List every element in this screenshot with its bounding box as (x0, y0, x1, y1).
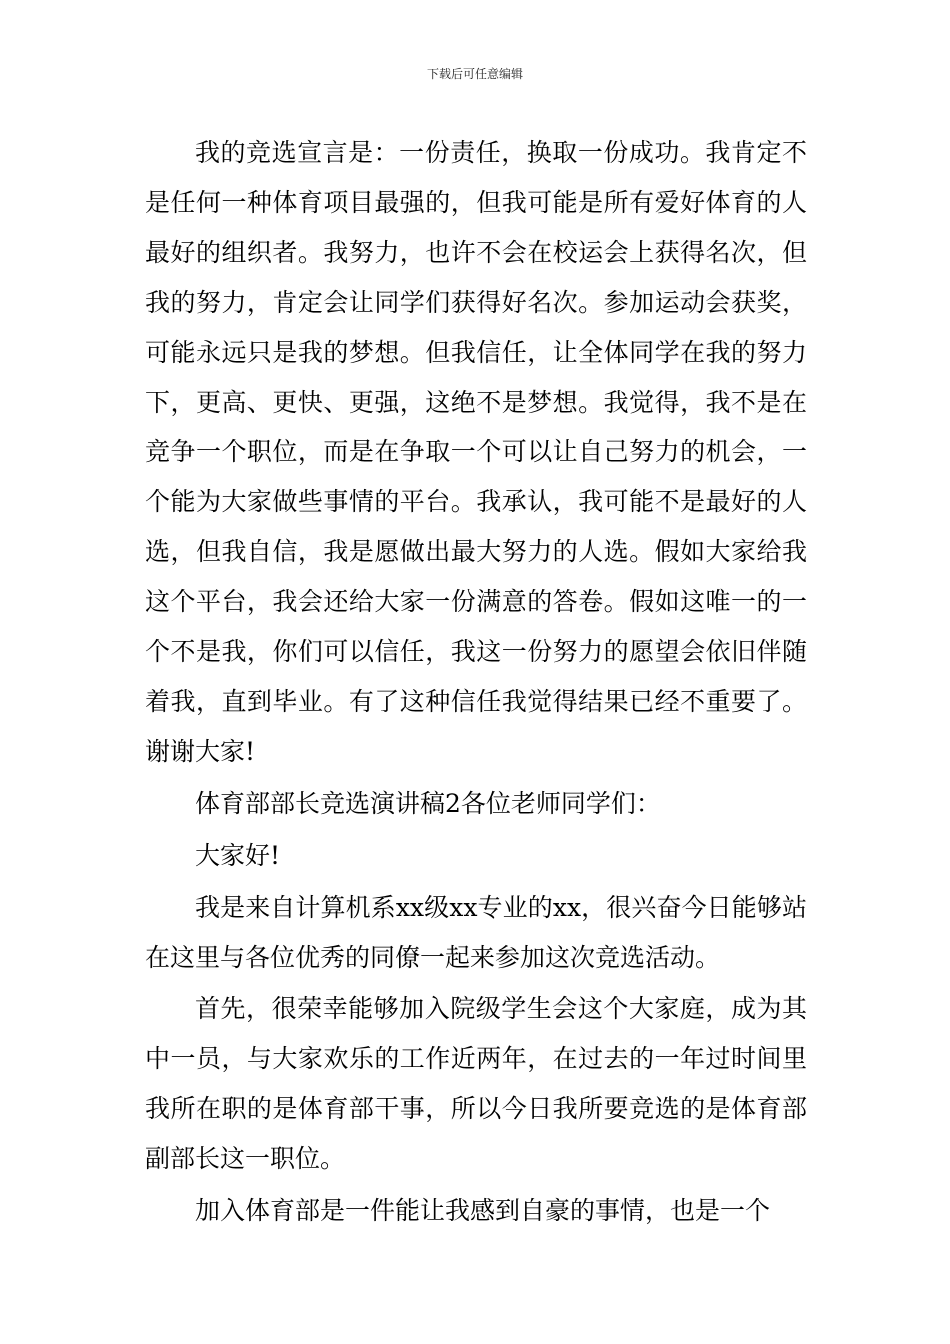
paragraph-greeting: 大家好! (195, 840, 281, 870)
paragraph-continuation: 加入体育部是一件能让我感到自豪的事情，也是一个 (195, 1196, 771, 1226)
paragraph-background: 首先，很荣幸能够加入院级学生会这个大家庭，成为其中一员，与大家欢乐的工作近两年，在过去的一年过时间里我所在职的是体育部干事，所以今日我所要竞选的是体育部副部长这一职位。 (145, 994, 807, 1174)
document-body (145, 128, 807, 1238)
paragraph-speech-title: 体育部部长竞选演讲稿2各位老师同学们： (195, 788, 661, 818)
paragraph-campaign-declaration: 我的竞选宣言是：一份责任，换取一份成功。我肯定不是任何一种体育项目最强的，但我可能是所有爱好体育的人最好的组织者。我努力，也许不会在校运会上获得名次，但我的努力，肯定会让同学们获得好名次。参加运动会获奖，可能永远只是我的梦想。但我信任，让全体同学在我的努力下，更高、更快、更强，这绝不是梦想。我觉得，我不是在竞争一个职位，而是在争取一个可以让自己努力的机会，一个能为大家做些事情的平台。我承认，我可能不是最好的人选，但我自信，我是愿做出最大努力的人选。假如大家给我这个平台，我会还给大家一份满意的答卷。假如这唯一的一个不是我，你们可以信任，我这一份努力的愿望会依旧伴随着我，直到毕业。有了这种信任我觉得结果已经不重要了。谢谢大家! (145, 138, 807, 766)
paragraph-self-introduction: 我是来自计算机系xx级xx专业的xx，很兴奋今日能够站在这里与各位优秀的同僚一起来参加这次竞选活动。 (145, 892, 807, 972)
page-header-note: 下载后可任意编辑 (426, 67, 523, 81)
